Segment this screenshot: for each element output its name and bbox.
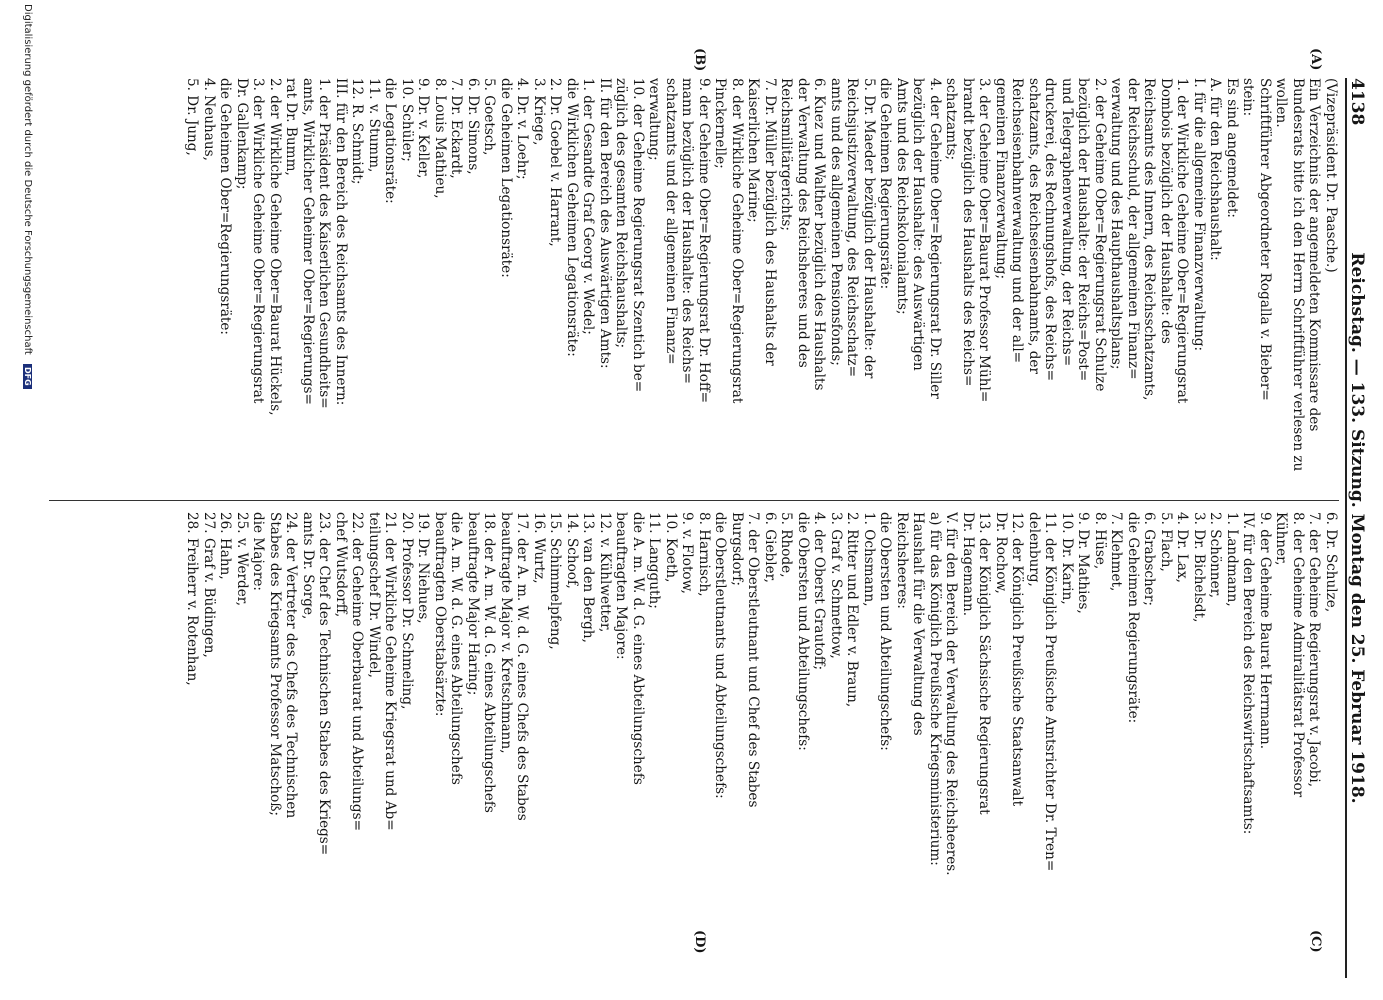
text-line: 7. Klehmet, xyxy=(1108,512,1125,592)
text-line: 8. Harnisch, xyxy=(696,512,712,597)
text-line: 6. Dr. Simons, xyxy=(465,78,481,175)
text-line: Dr. Hagemann. xyxy=(960,512,976,617)
text-line: 5. Flach, xyxy=(1158,512,1174,572)
text-line: 8. der Wirkliche Geheime Ober=Regierungsrat xyxy=(729,78,745,404)
text-line: 16. Wurtz, xyxy=(531,512,547,584)
text-line: 20. Professor Dr. Schmeling, xyxy=(399,512,415,710)
text-line: 3. Dr. Bichelsdt, xyxy=(1191,512,1207,623)
text-line: der Verwaltung des Reichsheeres und des xyxy=(795,78,811,368)
text-line: 4. Dr. v. Loehr; xyxy=(514,78,531,180)
text-line: mann bezüglich der Haushalte: des Reichs= xyxy=(679,78,696,384)
text-line: 8. Hüse, xyxy=(1092,512,1108,570)
digitization-credit xyxy=(22,4,33,389)
text-line: 3. Kriege, xyxy=(531,78,547,146)
text-line: A. für den Reichshaushalt: xyxy=(1207,78,1224,261)
text-line: die A. m. W. d. G. eines Abteilungschefs xyxy=(630,512,646,785)
text-line: Amts und des Reichskolonialamts; xyxy=(894,78,910,315)
text-line: Dr. Rochow, xyxy=(993,512,1009,594)
text-line: bezüglich der Haushalte: der Reichs=Post= xyxy=(1075,78,1092,382)
text-line: chef Wutsdorff, xyxy=(333,512,349,618)
text-line: III. für den Bereich des Reichsamts des Innern: xyxy=(333,78,349,406)
text-line: 9. der Geheime Ober=Regierungsrat Dr. Hoff= xyxy=(696,78,712,404)
text-line: 12. R. Schmidt; xyxy=(349,78,366,185)
text-line: 26. Hahn, xyxy=(217,512,234,580)
text-line: amts und des allgemeinen Pensionsfonds; xyxy=(828,78,844,366)
text-line: 6. Kuez und Walther bezüglich des Haushalts xyxy=(811,78,828,391)
text-line: Kühner, xyxy=(1273,512,1290,566)
text-line: 5. Rhode, xyxy=(778,512,795,578)
text-line: Stabes des Kriegsamts Professor Matschoß; xyxy=(267,512,283,816)
column-divider xyxy=(49,500,1339,501)
text-line: 3. der Geheime Ober=Baurat Professor Mühl= xyxy=(976,78,993,403)
text-line: die Geheimen Legationsräte: xyxy=(498,78,514,278)
text-line: 9. Dr. v. Keller, xyxy=(415,78,432,179)
text-line: die Obersten und Abteilungschefs: xyxy=(877,512,894,751)
text-line: Reichsheeres: xyxy=(894,512,910,609)
text-line: 3. Graf v. Schmettow, xyxy=(828,512,844,659)
text-line: 7. der Oberstleutnant und Chef des Stabes xyxy=(745,512,762,808)
text-line: und Telegraphenverwaltung, der Reichs= xyxy=(1059,78,1075,367)
text-line: 28. Freiherr v. Rotenhan, xyxy=(184,512,201,686)
text-line: a) für das Königlich Preußische Kriegsministerium: xyxy=(927,512,943,866)
text-line: 5. Dr. Jung, xyxy=(184,78,201,156)
text-line: verwaltung; xyxy=(646,78,663,161)
text-line: Dr. Gallenkamp; xyxy=(234,78,250,190)
page-title: Reichstag. — 133. Sitzung. Montag den 25. Februar 1918. xyxy=(1347,252,1367,804)
text-line: (Vizepräsident Dr. Paasche.) xyxy=(1323,78,1339,273)
text-line: gemeinen Finanzverwaltung; xyxy=(993,78,1009,280)
text-line: die Geheimen Ober=Regierungsräte: xyxy=(217,78,234,336)
text-line: 4. Neuhaus, xyxy=(201,78,217,161)
page-header xyxy=(1345,78,1373,978)
text-line: beauftragten Majore: xyxy=(613,512,630,660)
text-line: 18. der A. m. W. d. G. eines Abteilungschefs xyxy=(481,512,498,813)
text-line: wollen. xyxy=(1273,78,1290,128)
text-line: rat Dr. Bumm, xyxy=(283,78,300,176)
text-line: 9. Dr. Mathies, xyxy=(1075,512,1092,614)
text-line: 4. der Geheime Ober=Regierungsrat Dr. Siller xyxy=(927,78,943,399)
text-line: 11. v. Stumm, xyxy=(366,78,382,173)
text-line: 13. van den Bergh, xyxy=(580,512,597,643)
text-line: 10. Koeth, xyxy=(663,512,679,583)
header-rule xyxy=(1345,78,1347,978)
text-line: 10. Dr. Karin, xyxy=(1059,512,1075,605)
right-column xyxy=(49,512,1339,924)
text-line: 11. der Königlich Preußische Amtsrichter Dr. Tren= xyxy=(1042,512,1059,872)
text-line: 13. der Königlich Sächsische Regierungsrat xyxy=(976,512,993,815)
text-line: 6. Dr. Schulze, xyxy=(1323,512,1339,613)
text-line: I. für die allgemeine Finanzverwaltung: xyxy=(1191,78,1207,352)
text-line: 8. der Geheime Admiralitätsrat Professor xyxy=(1290,512,1306,798)
text-line: 23. der Chef des Technischen Stabes des Kriegs= xyxy=(316,512,333,856)
text-line: beauftragten Oberstabsärzte: xyxy=(432,512,448,717)
text-line: IV. für den Bereich des Reichswirtschaftsamts: xyxy=(1240,512,1257,835)
text-line: die Wirklichen Geheimen Legationsräte: xyxy=(564,78,580,357)
left-column xyxy=(49,78,1339,490)
text-line: Reichsamts des Innern, des Reichsschatzamts, xyxy=(1141,78,1158,401)
text-line: Schriftführer Abgeordneter Rogalla v. Bieber= xyxy=(1257,78,1273,401)
text-line: 11. Langguth; xyxy=(646,512,663,609)
text-line: schatzamts; xyxy=(943,78,960,161)
text-line: 2. Schönner, xyxy=(1207,512,1224,599)
text-line: 14. Schoof, xyxy=(564,512,580,589)
text-line: 1. der Wirkliche Geheime Ober=Regierungsrat xyxy=(1174,78,1191,404)
text-line: V. für den Bereich der Verwaltung des Reichsheeres. xyxy=(943,512,960,876)
text-line: die A. m. W. d. G. eines Abteilungschefs xyxy=(448,512,465,785)
text-line: die Majore: xyxy=(250,512,267,591)
text-line: 15. Schimmelpfeng, xyxy=(547,512,564,650)
text-line: die Legationsräte: xyxy=(382,78,399,204)
text-line: 6. Grabscher; xyxy=(1141,512,1158,606)
text-line: 6. Giebler, xyxy=(762,512,778,583)
text-line: die Oberstleutnants und Abteilungschefs: xyxy=(712,512,729,799)
margin-marker-b: (B) xyxy=(692,48,707,72)
text-line: 7. Dr. Eckardt, xyxy=(448,78,465,179)
text-line: schatzamts und der allgemeinen Finanz= xyxy=(663,78,679,365)
text-line: teilungschef Dr. Windel, xyxy=(366,512,382,678)
text-line: 21. der Wirkliche Geheime Kriegsrat und Ab= xyxy=(382,512,399,831)
text-line: 7. Dr. Müller bezüglich des Haushalts der xyxy=(762,78,778,366)
text-line: amts Dr. Sorge, xyxy=(300,512,316,620)
text-line: druckerei, des Rechnungshofs, des Reichs= xyxy=(1042,78,1059,382)
text-line: 12. v. Kühlwetter, xyxy=(597,512,613,633)
text-line: bezüglich der Haushalte: des Auswärtigen xyxy=(910,78,927,371)
text-line: 9. v. Flotow, xyxy=(679,512,696,594)
text-line: 9. der Geheime Baurat Herrmann. xyxy=(1257,512,1273,750)
text-line: 27. Graf v. Büdingen, xyxy=(201,512,217,658)
margin-marker-a: (A) xyxy=(1308,48,1323,71)
text-line: die Geheimen Regierungsräte: xyxy=(877,78,894,290)
text-line: 17. der A. m. W. d. G. eines Chefs des Stabes xyxy=(514,512,531,821)
text-line: 5. Goetsch, xyxy=(481,78,498,156)
text-line: 4. Dr. Lax, xyxy=(1174,512,1191,583)
text-line: 24. der Vertreter des Chefs des Technischen xyxy=(283,512,300,819)
text-line: verwaltung und des Haupthaushaltsplans; xyxy=(1108,78,1125,370)
text-line: Es sind angemeldet: xyxy=(1224,78,1240,218)
text-line: die Geheimen Regierungsräte: xyxy=(1125,512,1141,724)
text-line: 7. der Geheime Regierungsrat v. Jacobi, xyxy=(1306,512,1323,788)
text-line: 3. der Wirkliche Geheime Ober=Regierungsrat xyxy=(250,78,267,404)
text-line: 19. Dr. Niehues, xyxy=(415,512,432,624)
text-line: die Obersten und Abteilungschefs: xyxy=(795,512,811,751)
text-line: 2. Ritter und Edler v. Braun, xyxy=(844,512,861,708)
text-line: 10. der Geheime Regierungsrat Szentich be= xyxy=(630,78,646,393)
page-number: 4138 xyxy=(1347,78,1367,126)
text-line: 2. der Wirkliche Geheime Ober=Baurat Hückels, xyxy=(267,78,283,416)
text-line: 1. Landmann, xyxy=(1224,512,1240,607)
text-line: Ein Verzeichnis der angemeldeten Kommissare des xyxy=(1306,78,1323,432)
text-line: 2. Dr. Goebel v. Harrant, xyxy=(547,78,564,247)
text-line: Pinckernelle; xyxy=(712,78,729,169)
text-line: Bundesrats bitte ich den Herrn Schriftführer verlesen zu xyxy=(1290,78,1306,472)
text-line: 22. der Geheime Oberbaurat und Abteilungs= xyxy=(349,512,366,831)
text-line: Haushalt für die Verwaltung des xyxy=(910,512,927,736)
text-line: II. für den Bereich des Auswärtigen Amts: xyxy=(597,78,613,369)
text-line: 1. Ochsmann, xyxy=(861,512,877,607)
text-line: amts, Wirklicher Geheimer Ober=Regierungs= xyxy=(300,78,316,405)
text-line: delenburg, xyxy=(1026,512,1042,587)
text-line: 2. der Geheime Ober=Regierungsrat Schulze xyxy=(1092,78,1108,392)
text-line: Kaiserlichen Marine; xyxy=(745,78,762,223)
text-line: 25. v. Werder, xyxy=(234,512,250,607)
text-line: 12. der Königlich Preußische Staatsanwalt xyxy=(1009,512,1026,807)
text-line: 8. Louis Mathieu, xyxy=(432,78,448,199)
credit-text: Digitalisierung gefördert durch die Deutsche Forschungsgemeinschaft xyxy=(22,4,33,355)
text-line: Dombois bezüglich der Haushalte: des xyxy=(1158,78,1174,344)
text-line: 1. der Gesandte Graf Georg v. Wedel; xyxy=(580,78,597,335)
text-line: der Reichsschuld, der allgemeinen Finanz= xyxy=(1125,78,1141,380)
text-line: Reichsmilitärgerichts; xyxy=(778,78,795,231)
text-line: beauftragte Major v. Kretschmann, xyxy=(498,512,514,754)
text-line: Reichseisenbahnverwaltung und der all= xyxy=(1009,78,1026,364)
text-line: 4. der Oberst Grautoff; xyxy=(811,512,828,671)
text-line: 5. Dr. Maeder bezüglich der Haushalte: der xyxy=(861,78,877,379)
margin-marker-d: (D) xyxy=(692,930,707,954)
text-line: beauftragte Major Haring; xyxy=(465,512,481,696)
text-line: stein: xyxy=(1240,78,1257,117)
text-line: 10. Schüler; xyxy=(399,78,415,162)
text-line: 1. der Präsident des Kaiserlichen Gesundheits= xyxy=(316,78,333,409)
dfg-logo: DFG xyxy=(23,364,32,389)
text-line: Reichsjustizverwaltung, des Reichsschatz= xyxy=(844,78,861,377)
text-line: Burgsdorf; xyxy=(729,512,745,586)
text-line: brandt bezüglich des Haushalts des Reichs= xyxy=(960,78,976,387)
margin-marker-c: (C) xyxy=(1308,930,1323,953)
text-line: züglich des gesamten Reichshaushalts; xyxy=(613,78,630,349)
text-line: schatzamts, des Reichseisenbahnamts, der xyxy=(1026,78,1042,374)
